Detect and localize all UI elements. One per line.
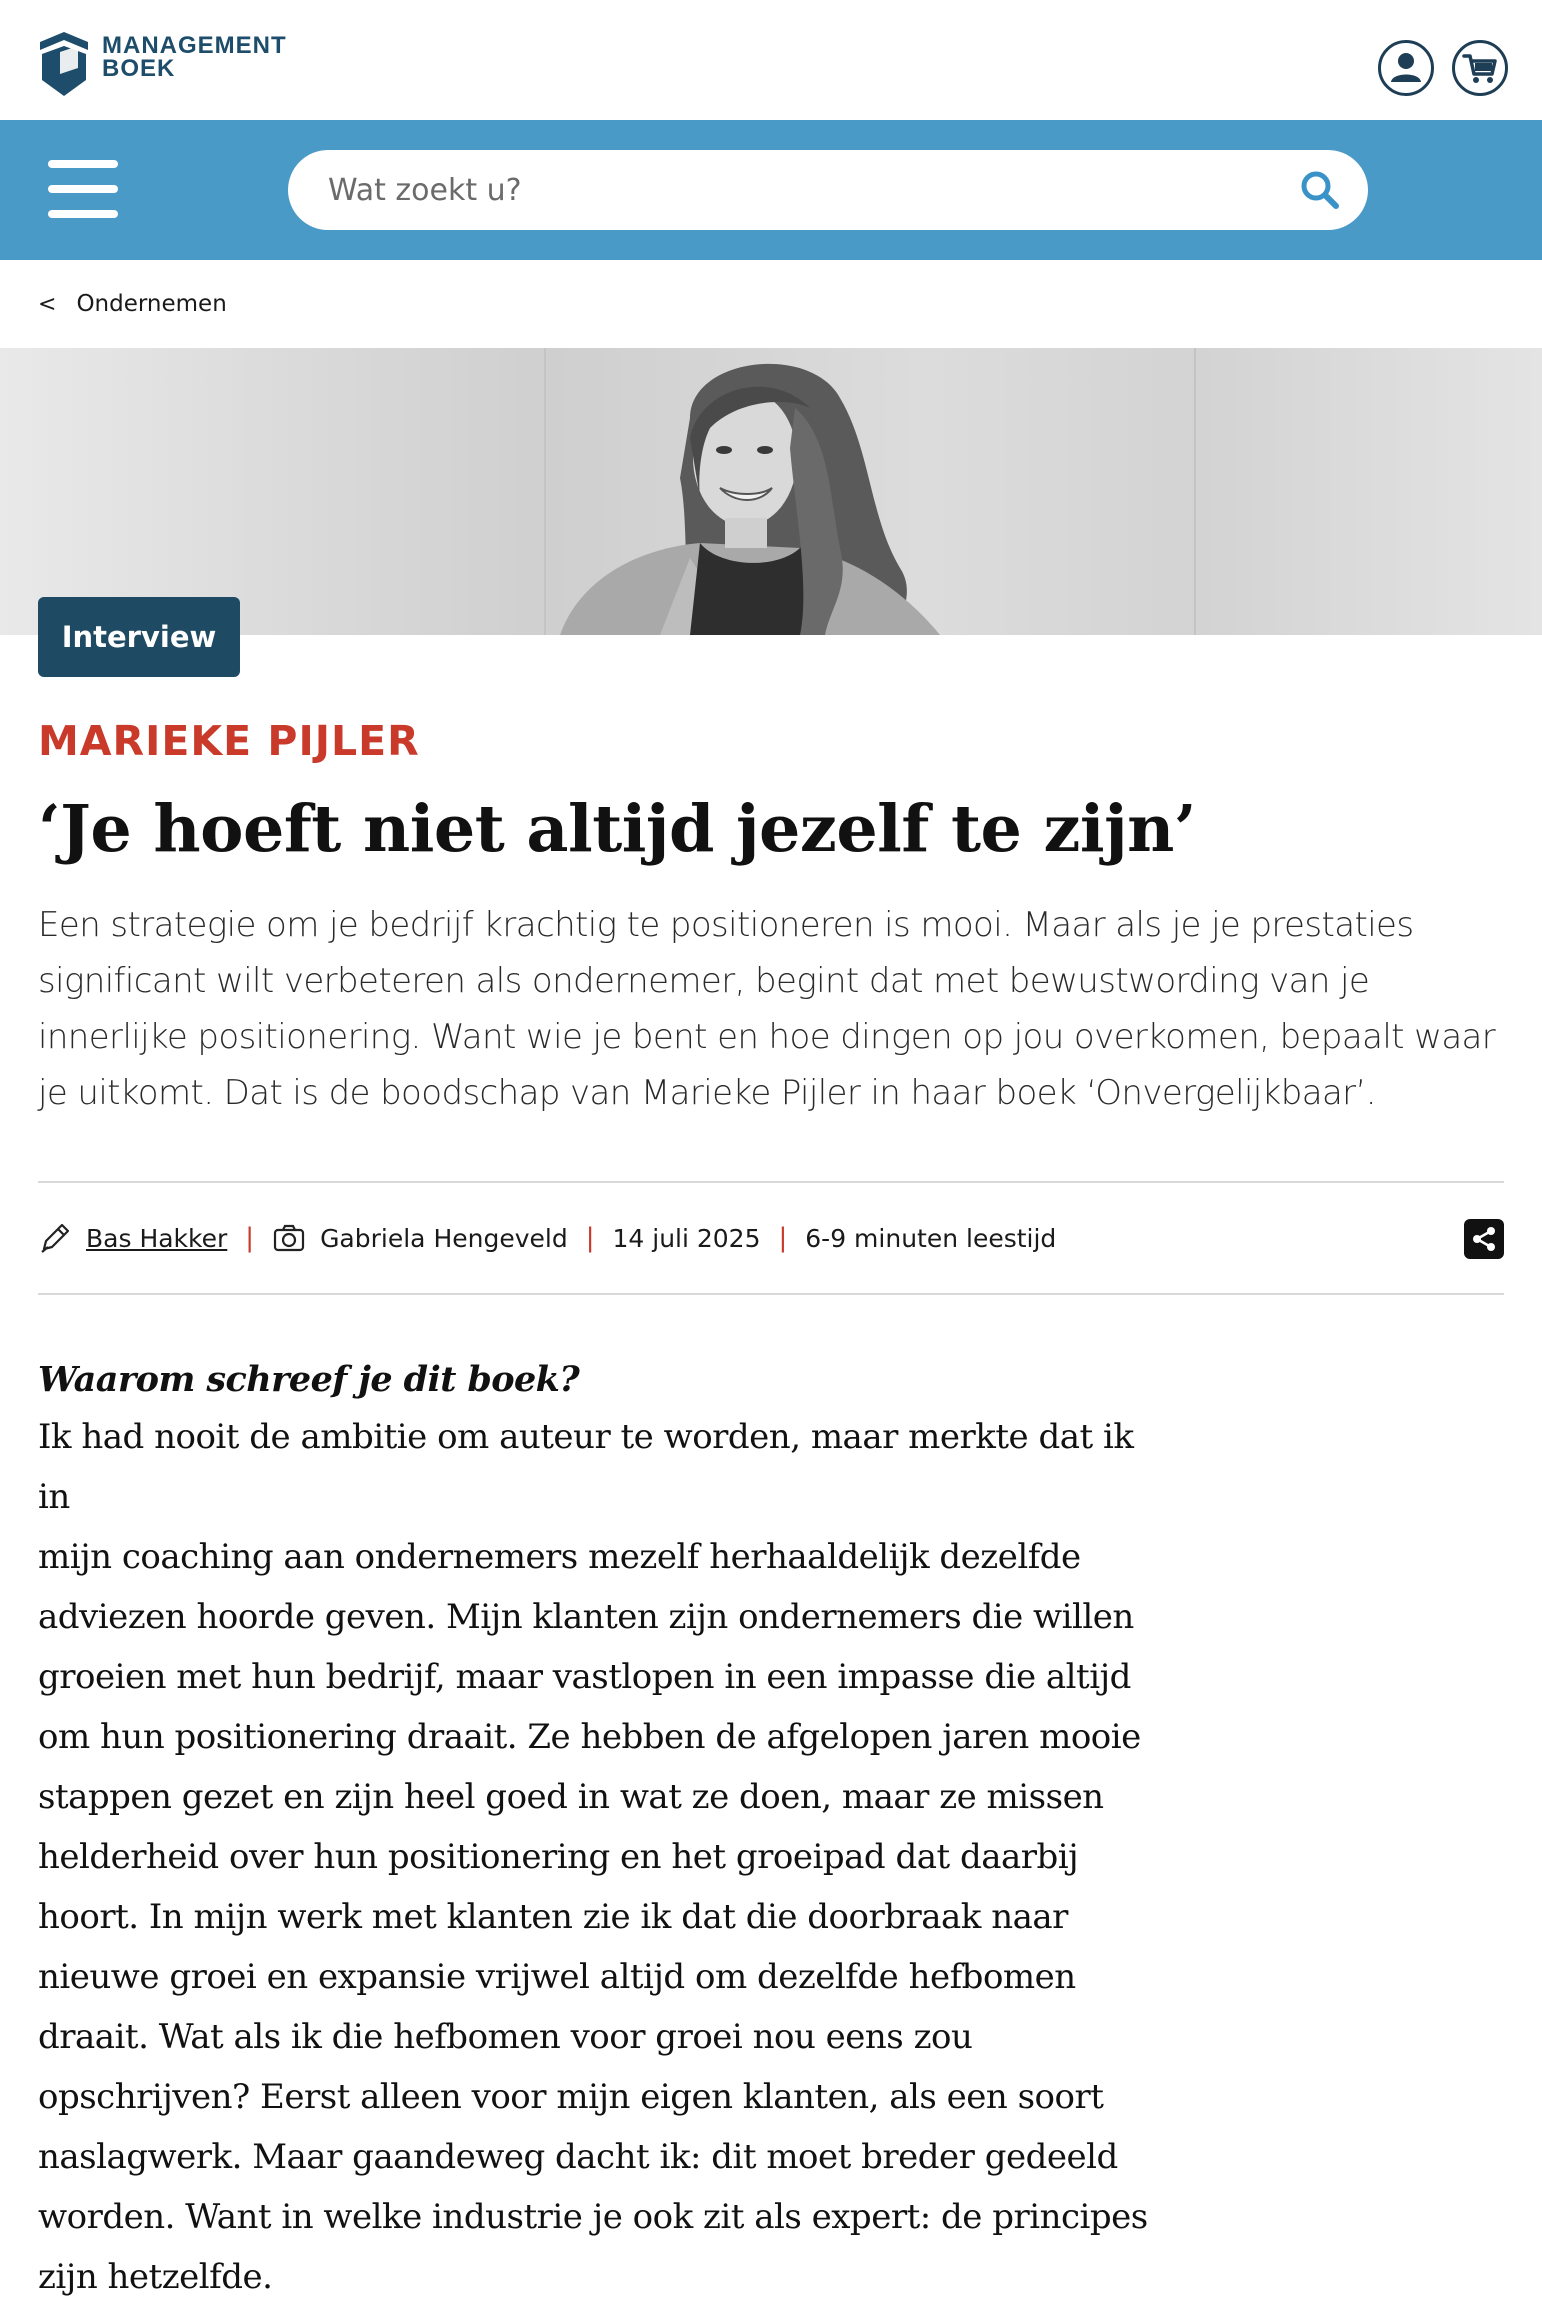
hero-image xyxy=(0,348,1542,635)
article-kicker: MARIEKE PIJLER xyxy=(38,717,420,765)
cart-button[interactable] xyxy=(1452,40,1508,96)
answer-line: adviezen hoorde geven. Mijn klanten zijn ondernemers die willen xyxy=(38,1597,1134,1637)
answer-line: worden. Want in welke industrie je ook zit als expert: de principes xyxy=(38,2197,1148,2237)
logo-line-2: BOEK xyxy=(102,55,176,82)
breadcrumb-label[interactable]: Ondernemen xyxy=(76,291,227,317)
menu-line xyxy=(48,160,118,168)
logo-mark-icon xyxy=(38,28,90,98)
answer-line: mijn coaching aan ondernemers mezelf herhaaldelijk dezelfde xyxy=(38,1537,1081,1577)
interview-question: Waarom schreef je dit boek? xyxy=(38,1359,580,1400)
share-icon xyxy=(1470,1225,1498,1253)
publish-date: 14 juli 2025 xyxy=(612,1223,761,1253)
meta-separator: | xyxy=(585,1223,595,1253)
pencil-icon xyxy=(38,1221,72,1255)
answer-line: helderheid over hun positionering en het groeipad dat daarbij xyxy=(38,1837,1079,1877)
answer-line: naslagwerk. Maar gaandeweg dacht ik: dit moet breder gedeeld xyxy=(38,2137,1118,2177)
answer-line: stappen gezet en zijn heel goed in wat ze doen, maar ze missen xyxy=(38,1777,1104,1817)
search-box xyxy=(288,150,1368,230)
article-lead: Een strategie om je bedrijf krachtig te positioneren is mooi. Maar als je je prestaties significant wilt verbeteren als ondernemer, begint dat met bewustwording van je innerlijke positionering. Want wie je bent en hoe dingen op jou overkomen, bepaalt waar je uitkomt. Dat is de boodschap van Marieke Pijler in haar boek ‘Onvergelijkbaar’. xyxy=(38,905,1496,1113)
answer-line: draait. Wat als ik die hefbomen voor groei nou eens zou xyxy=(38,2017,973,2057)
chevron-left-icon: < xyxy=(38,291,57,317)
menu-line xyxy=(48,210,118,218)
answer-line: nieuwe groei en expansie vrijwel altijd om dezelfde hefbomen xyxy=(38,1957,1076,1997)
photographer: Gabriela Hengeveld xyxy=(320,1223,568,1253)
answer-line: opschrijven? Eerst alleen voor mijn eigen klanten, als een soort xyxy=(38,2077,1104,2117)
camera-icon xyxy=(272,1221,306,1255)
category-badge[interactable]: Interview xyxy=(38,597,240,677)
answer-line: Ik had nooit de ambitie om auteur te worden, maar merkte dat ik in xyxy=(38,1417,1134,1517)
logo[interactable] xyxy=(38,28,287,98)
search-bar xyxy=(0,120,1542,260)
answer-line: om hun positionering draait. Ze hebben de afgelopen jaren mooie xyxy=(38,1717,1141,1757)
reading-time: 6-9 minuten leestijd xyxy=(805,1223,1057,1253)
interview-answer xyxy=(38,1407,1168,2307)
header-actions xyxy=(1378,40,1508,96)
meta-separator: | xyxy=(245,1223,255,1253)
user-icon xyxy=(1386,48,1426,88)
portrait-photo xyxy=(540,348,960,635)
search-input[interactable] xyxy=(288,172,1298,209)
article xyxy=(0,717,1542,2307)
cart-icon xyxy=(1461,49,1499,87)
article-title: ‘Je hoeft niet altijd jezelf te zijn’ xyxy=(38,791,1196,867)
breadcrumb[interactable] xyxy=(0,260,1542,348)
author-link[interactable]: Bas Hakker xyxy=(86,1223,228,1253)
logo-line-1: MANAGEMENT xyxy=(102,32,287,59)
article-meta xyxy=(38,1181,1504,1295)
answer-line: hoort. In mijn werk met klanten zie ik dat die doorbraak naar xyxy=(38,1897,1068,1937)
share-button[interactable] xyxy=(1464,1219,1504,1259)
menu-line xyxy=(48,185,118,193)
answer-line: groeien met hun bedrijf, maar vastlopen in een impasse die altijd xyxy=(38,1657,1131,1697)
logo-text xyxy=(102,34,287,80)
menu-button[interactable] xyxy=(48,160,118,218)
top-bar xyxy=(0,0,1542,120)
meta-separator: | xyxy=(778,1223,788,1253)
search-icon[interactable] xyxy=(1298,168,1342,212)
account-button[interactable] xyxy=(1378,40,1434,96)
hero-wall-line xyxy=(1194,348,1196,635)
answer-line: zijn hetzelfde. xyxy=(38,2257,273,2297)
